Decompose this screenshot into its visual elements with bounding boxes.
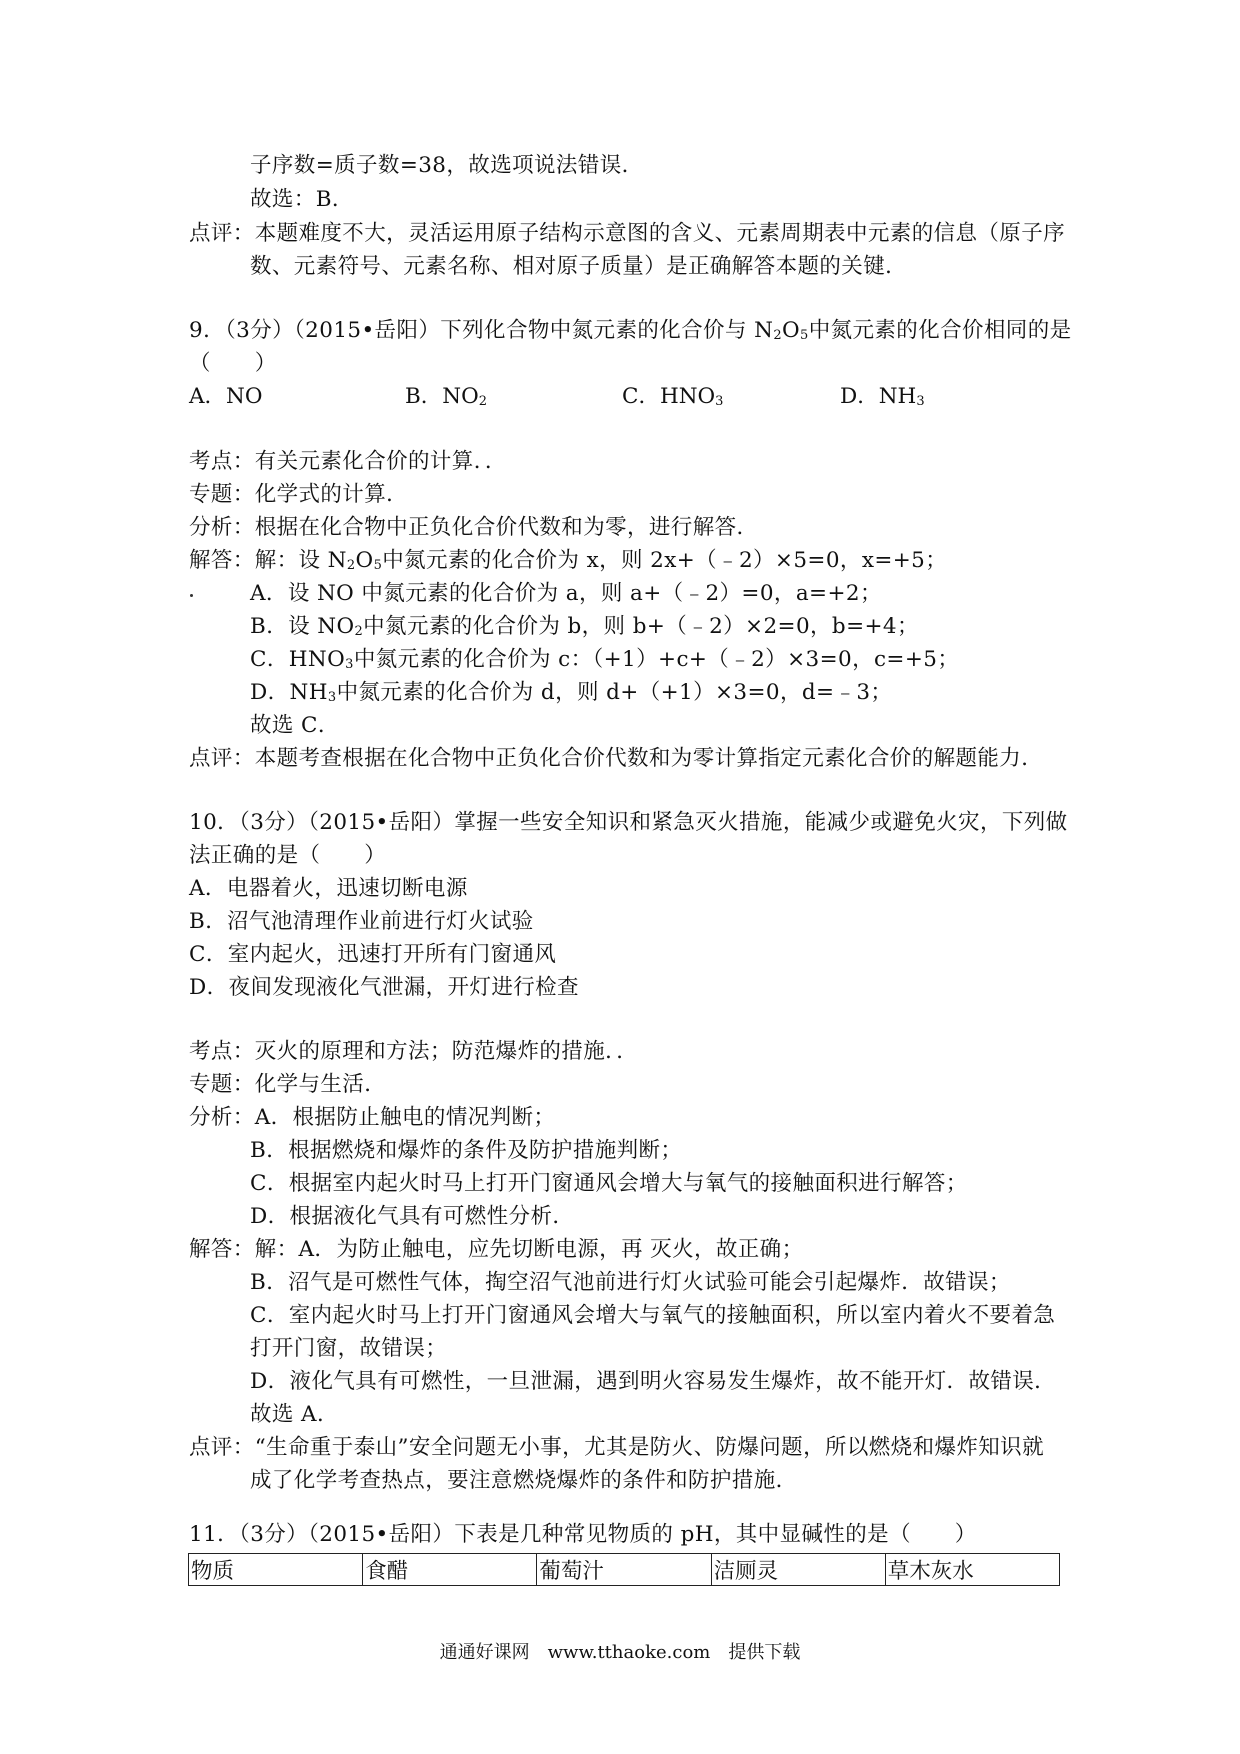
subscript: 5: [800, 328, 809, 343]
q10-fenxi-1: 分析：A．根据防止触电的情况判断；: [189, 1105, 556, 1130]
q10-stem-line-1: 10．（3分）（2015•岳阳）掌握一些安全知识和紧急灭火措施，能减少或避免火灾，下列做: [189, 810, 1068, 835]
q9-stem-part: 中氮元素的化合价相同的是: [808, 318, 1072, 343]
subscript: 5: [373, 558, 383, 573]
subscript: 2: [478, 394, 488, 409]
q10-kaodian: 考点：灭火的原理和方法；防范爆炸的措施．．: [189, 1039, 639, 1064]
q10-jieda-4: 打开门窗，故错误；: [250, 1336, 448, 1361]
q10-choice: 故选 A．: [250, 1402, 339, 1427]
prev-comment-line-1: [189, 220, 1065, 248]
table-cell: 物质: [189, 1554, 363, 1586]
q9-jieda: [189, 547, 947, 575]
q10-option-a: A．电器着火，迅速切断电源: [189, 876, 468, 901]
q9-solve-a: A．设 NO 中氮元素的化合价为 a，则 a+（﹣2）=0，a=+2；: [250, 581, 882, 606]
ph-table: [188, 1553, 1060, 1586]
solve-part: 中氮元素的化合价为 c：（+1）+c+（﹣2）×3=0，c=+5；: [353, 647, 960, 672]
q10-fenxi-3: C．根据室内起火时马上打开门窗通风会增大与氧气的接触面积进行解答；: [250, 1171, 968, 1196]
option-text: B．NO: [405, 384, 479, 409]
subscript: 2: [773, 328, 782, 343]
solve-part: 中氮元素的化合价为 d，则 d+（+1）×3=0，d=﹣3；: [336, 680, 893, 705]
option-text: C．HNO: [622, 384, 716, 409]
q9-stem-part: 9．（3分）（2015•岳阳）下列化合物中氮元素的化合价与 N: [189, 318, 774, 343]
subscript: 3: [916, 394, 925, 409]
solve-part: C．HNO: [250, 647, 346, 672]
q9-choice: 故选 C．: [250, 713, 340, 738]
subscript: 3: [345, 657, 354, 672]
table-cell: 葡萄汁: [537, 1554, 711, 1586]
q9-fenxi: 分析：根据在化合物中正负化合价代数和为零，进行解答．: [189, 515, 759, 540]
q10-comment-1: 点评：“生命重于泰山”安全问题无小事，尤其是防火、防爆问题，所以燃烧和爆炸知识就: [189, 1435, 1044, 1460]
q9-solve-c: [250, 646, 959, 674]
q9-option-a: A．NO: [189, 384, 263, 409]
subscript: 3: [327, 690, 337, 705]
q10-stem-line-2: 法正确的是（ ）: [189, 843, 387, 868]
q9-comment: 点评：本题考查根据在化合物中正负化合价代数和为零计算指定元素化合价的解题能力．: [189, 746, 1044, 771]
q10-jieda-3: C．室内起火时马上打开门窗通风会增大与氧气的接触面积，所以室内着火不要着急: [250, 1303, 1056, 1328]
jieda-part: O: [355, 548, 374, 573]
q9-option-b: [405, 383, 487, 411]
q10-jieda-1: 解答：解：A．为防止触电，应先切断电源，再 灭火，故正确；: [189, 1237, 804, 1262]
q9-stem-line-1: [189, 317, 1072, 345]
option-text: D．NH: [840, 384, 917, 409]
table-cell: 洁厕灵: [711, 1554, 885, 1586]
q10-jieda-5: D．液化气具有可燃性，一旦泄漏，遇到明火容易发生爆炸，故不能开灯．故错误．: [250, 1369, 1057, 1394]
q9-option-d: [840, 383, 925, 411]
q10-option-b: B．沼气池清理作业前进行灯火试验: [189, 909, 534, 934]
prev-comment-line-2: 数、元素符号、元素名称、相对原子质量）是正确解答本题的关键．: [250, 254, 908, 279]
page-footer: 通通好课网 www.tthaoke.com 提供下载: [439, 1642, 801, 1663]
table-row: [189, 1554, 1060, 1586]
q10-fenxi-4: D．根据液化气具有可燃性分析．: [250, 1204, 575, 1229]
stray-mark: [190, 594, 193, 597]
solve-part: B．设 NO: [250, 614, 355, 639]
q9-solve-d: [250, 679, 892, 707]
comment-text: 本题难度不大，灵活运用原子结构示意图的含义、元素周期表中元素的信息（原子序: [254, 221, 1066, 246]
q9-stem-part: O: [781, 318, 801, 343]
q10-comment-2: 成了化学考查热点，要注意燃烧爆炸的条件和防护措施．: [250, 1468, 798, 1493]
prev-choice-line: 故选：B．: [250, 187, 354, 212]
prev-answer-line: 子序数=质子数=38，故选项说法错误．: [250, 153, 644, 178]
jieda-part: 解答：解：设 N: [189, 548, 347, 573]
subscript: 2: [346, 558, 356, 573]
q9-zhuanti: 专题：化学式的计算．: [189, 482, 409, 507]
q9-option-c: [622, 383, 723, 411]
q11-stem: 11．（3分）（2015•岳阳）下表是几种常见物质的 pH，其中显碱性的是（ ）: [189, 1522, 977, 1547]
q9-stem-line-2: （ ）: [189, 351, 277, 376]
solve-part: D．NH: [250, 680, 328, 705]
q10-jieda-2: B．沼气是可燃性气体，掏空沼气池前进行灯火试验可能会引起爆炸．故错误；: [250, 1270, 1011, 1295]
q10-zhuanti: 专题：化学与生活．: [189, 1072, 387, 1097]
jieda-part: 中氮元素的化合价为 x，则 2x+（﹣2）×5=0，x=+5；: [382, 548, 948, 573]
q10-option-d: D．夜间发现液化气泄漏，开灯进行检查: [189, 975, 579, 1000]
q9-solve-b: [250, 613, 919, 641]
subscript: 2: [354, 624, 364, 639]
solve-part: 中氮元素的化合价为 b，则 b+（﹣2）×2=0，b=+4；: [363, 614, 919, 639]
table-cell: 食醋: [363, 1554, 537, 1586]
comment-label: 点评：: [189, 221, 255, 246]
q10-option-c: C．室内起火，迅速打开所有门窗通风: [189, 942, 557, 967]
q9-kaodian: 考点：有关元素化合价的计算．．: [189, 449, 507, 474]
table-cell: 草木灰水: [885, 1554, 1059, 1586]
subscript: 3: [715, 394, 724, 409]
q10-fenxi-2: B．根据燃烧和爆炸的条件及防护措施判断；: [250, 1138, 683, 1163]
